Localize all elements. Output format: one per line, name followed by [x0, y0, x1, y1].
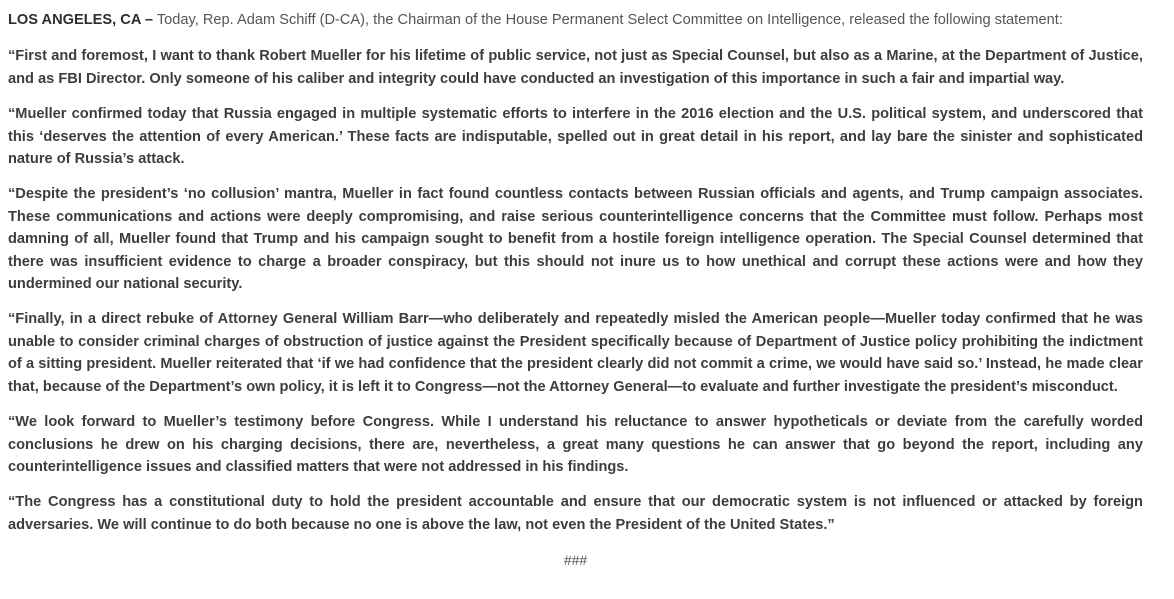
statement-paragraph: “The Congress has a constitutional duty to hold the president accountable and ensure that our democratic system is not influenced or attacked by foreign adversaries. We will continue to do both because no one is above the law, not even the President of the United States.” [8, 494, 1143, 533]
statement-paragraph: “Despite the president’s ‘no collusion’ mantra, Mueller in fact found countless contacts between Russian officials and agents, and Trump campaign associates. These communications and actions were deeply compromising, and raise serious counterintelligence concerns that the Committee must follow. Perhaps most damning of all, Mueller found that Trump and his campaign sought to benefit from a hostile foreign intelligence operation. The Special Counsel determined that there was insufficient evidence to charge a broader conspiracy, but this should not inure us to how unethical and corrupt these actions were and how they undermined our national security. [8, 186, 1143, 293]
dateline: LOS ANGELES, CA – [8, 12, 154, 28]
lead-text: Today, Rep. Adam Schiff (D-CA), the Chairman of the House Permanent Select Committee on Intelligence, released the following statement: [153, 12, 1063, 28]
end-mark: ### [563, 552, 588, 569]
statement-paragraph: “First and foremost, I want to thank Robert Mueller for his lifetime of public service, not just as Special Counsel, but also as a Marine, at the Department of Justice, and as FBI Director. Only someone of his caliber and integrity could have conducted an investigation of this importance in such a fair and impartial way. [8, 48, 1143, 87]
intro-paragraph [8, 9, 1143, 31]
statement-paragraph: “Mueller confirmed today that Russia engaged in multiple systematic efforts to interfere in the 2016 election and the U.S. political system, and underscored that this ‘deserves the attention of every American.’ These facts are indisputable, spelled out in great detail in his report, and lay bare the sinister and sophisticated nature of Russia’s attack. [8, 106, 1143, 168]
statement-paragraph: “We look forward to Mueller’s testimony before Congress. While I understand his reluctance to answer hypotheticals or deviate from the carefully worded conclusions he drew on his charging decisions, there are, nevertheless, a great many questions he can answer that go beyond the report, including any counterintelligence issues and classified matters that were not addressed in his findings. [8, 414, 1143, 475]
statement-paragraph: “Finally, in a direct rebuke of Attorney General William Barr—who deliberately and repeatedly misled the American people—Mueller today confirmed that he was unable to consider criminal charges of obstruction of justice against the President specifically because of Department of Justice policy prohibiting the indictment of a sitting president. Mueller reiterated that ‘if we had confidence that the president clearly did not commit a crime, we would have said so.’ Instead, he made clear that, because of the Department’s own policy, it is left it to Congress—not the Attorney General—to evaluate and further investigate the president’s misconduct. [8, 311, 1143, 395]
